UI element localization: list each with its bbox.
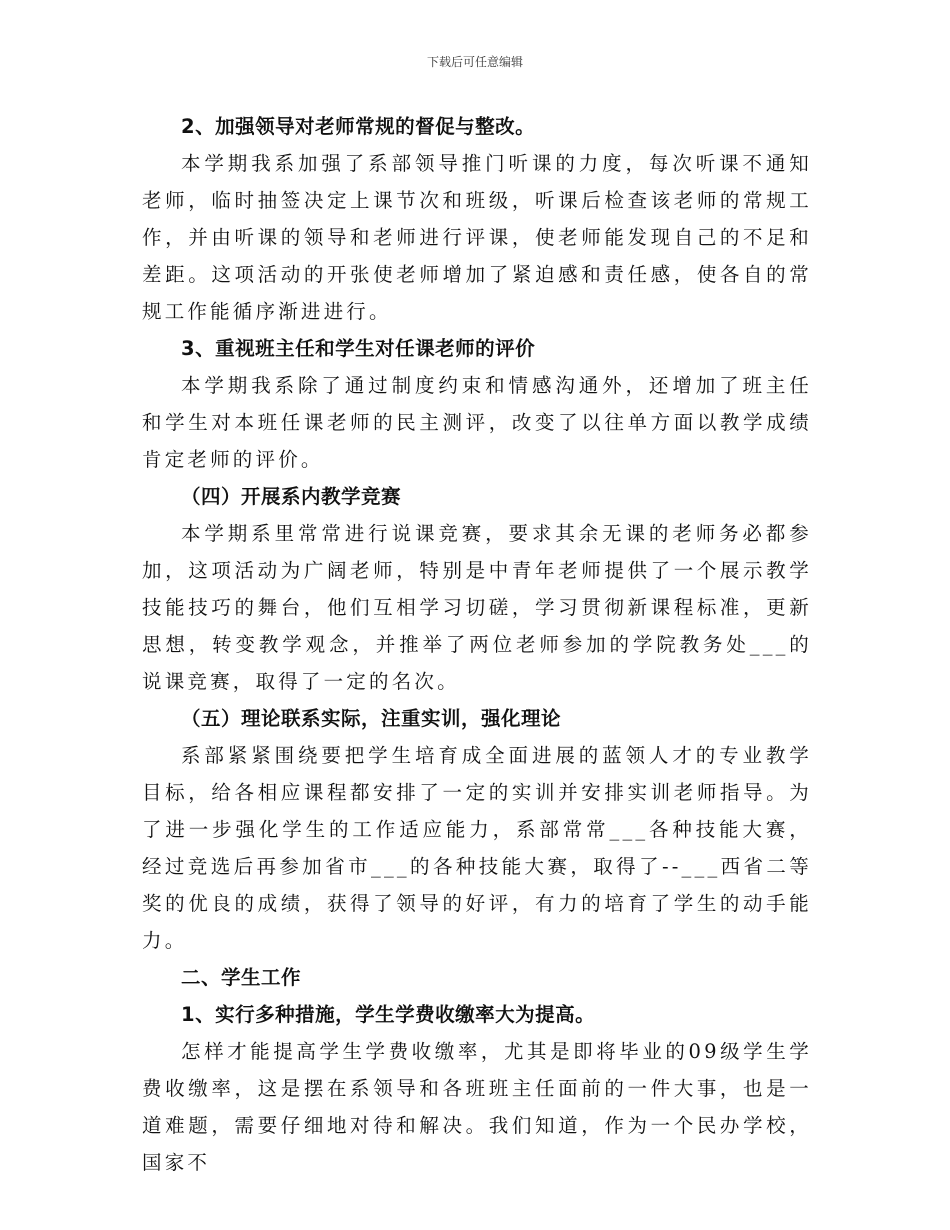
- body-paragraph: 系部紧紧围绕要把学生培育成全面进展的蓝领人才的专业教学目标，给各相应课程都安排了一定的实训并安排实训老师指导。为了进一步强化学生的工作适应能力，系部常常___各种技能大赛，经过竞选后再参加省市___的各种技能大赛，取得了--___西省二等奖的优良的成绩，获得了领导的好评，有力的培育了学生的动手能力。: [142, 744, 812, 952]
- section-heading: （四）开展系内教学竞赛: [181, 485, 402, 508]
- section-heading: 二、学生工作: [181, 966, 302, 989]
- body-paragraph: 怎样才能提高学生学费收缴率，尤其是即将毕业的09级学生学费收缴率，这是摆在系领导和各班班主任面前的一件大事，也是一道难题，需要仔细地对待和解决。我们知道，作为一个民办学校，国家不: [142, 1040, 812, 1174]
- body-paragraph: 本学期我系除了通过制度约束和情感沟通外，还增加了班主任和学生对本班任课老师的民主测评，改变了以往单方面以教学成绩肯定老师的评价。: [142, 374, 812, 471]
- section-heading: （五）理论联系实际，注重实训，强化理论: [181, 707, 562, 730]
- body-paragraph: 本学期我系加强了系部领导推门听课的力度，每次听课不通知老师，临时抽签决定上课节次和班级，听课后检查该老师的常规工作，并由听课的领导和老师进行评课，使老师能发现自己的不足和差距。这项活动的开张使老师增加了紧迫感和责任感，使各自的常规工作能循序渐进进行。: [142, 152, 812, 323]
- section-heading: 1、实行多种措施，学生学费收缴率大为提高。: [181, 1003, 596, 1026]
- document-body: [142, 108, 812, 1181]
- body-paragraph: 本学期系里常常进行说课竞赛，要求其余无课的老师务必都参加，这项活动为广阔老师，特别是中青年老师提供了一个展示教学技能技巧的舞台，他们互相学习切磋，学习贯彻新课程标准，更新思想，转变教学观念，并推举了两位老师参加的学院教务处___的说课竞赛，取得了一定的名次。: [142, 522, 812, 693]
- section-heading: 2、加强领导对老师常规的督促与整改。: [181, 115, 536, 138]
- section-heading: 3、重视班主任和学生对任课老师的评价: [181, 337, 536, 360]
- page-header: 下载后可任意编辑: [426, 55, 523, 69]
